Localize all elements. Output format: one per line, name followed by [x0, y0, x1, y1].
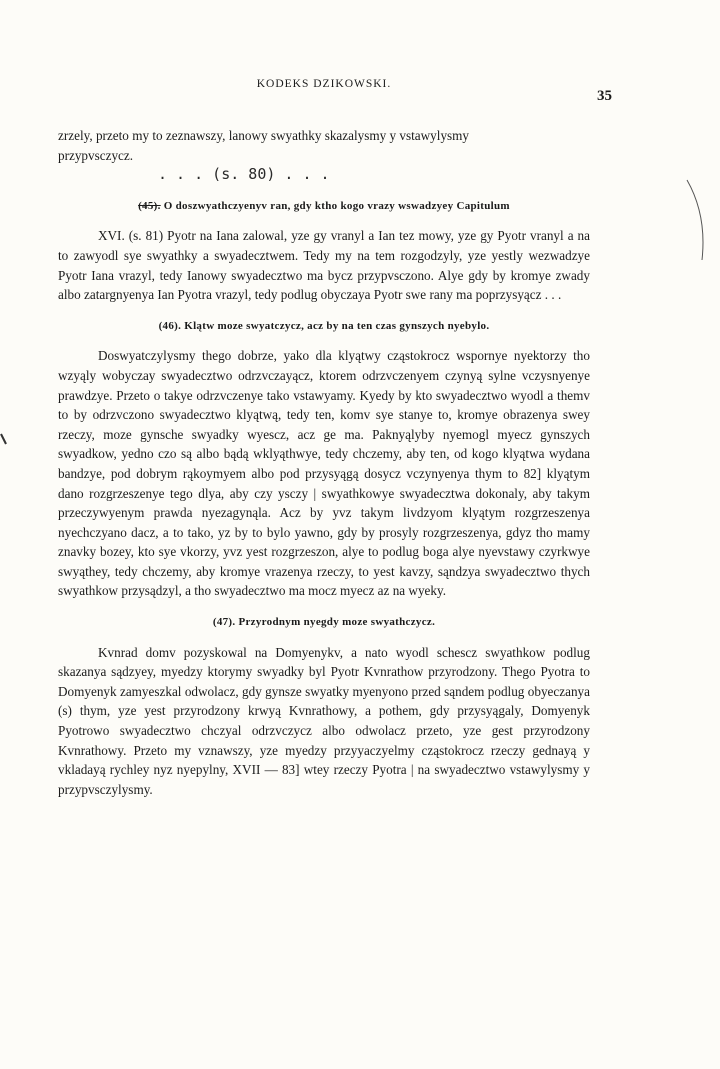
- left-margin-tick: [0, 432, 8, 446]
- section-47-heading: (47). Przyrodnym nyegdy moze swyathczycz.: [212, 616, 436, 629]
- intro-line-1: zrzely, przeto my to zeznawszy, lanowy swyathky skazalysmy y vstawylysmy: [58, 128, 470, 143]
- page-number: 35: [597, 88, 612, 104]
- intro-line-2: przypvsczycz.: [58, 147, 134, 163]
- margin-curve-mark: [682, 175, 712, 265]
- body-text: [58, 126, 590, 799]
- section-46-heading: (46). Klątw moze swyatczycz, acz by na ten czas gynszych nyebylo.: [158, 319, 490, 332]
- section-45-number: (45).: [138, 199, 161, 212]
- section-45-title: O doszwyathczyenyv ran, gdy ktho kogo vrazy wswadzyey Capitulum: [163, 199, 510, 212]
- section-45-heading: [58, 197, 590, 217]
- running-title: KODEKS DZIKOWSKI.: [256, 78, 392, 90]
- handwritten-note: . . . (s. 80) . . .: [158, 165, 330, 184]
- section-45-body: XVI. (s. 81) Pyotr na Iana zalowal, yze gy vranyl a Ian tez mowy, yze gy Pyotr vranyl a na to zawyodl sye swyathky a swyadecztwem. Tedy my na tem rozgodzyly, yze yestly wezwadzye Pyotr Iana vrazyl, tedy Ianowy swyadecztwo ma bycz przypvsczono. Alye gdy by kromye zwady albo zatargnyenya Ian Pyotra vrazyl, tedy podlug obyczaya Pyotr swe rany ma poprzysyącz . . .: [58, 228, 590, 303]
- section-47-body: Kvnrad domv pozyskowal na Domyenykv, a nato wyodl schescz swyathkow podlug skazanya sądzyey, myedzy ktorymy swyadky byl Pyotr Kvnrathow przyrodzony. Thego Pyotra to Domyenyk zamyeszkal odwolacz, gdy gynsze swyatky myenyono przed sąndem podlug obyeczanya (s) thym, yze yest przyrodzony krwyą Kvnrathowy, a pothem, gdy przysyągaly, Domyenyk Pyotrowo swyadecztwo chczyal odrzvczycz albo odwolacz przeto, yze gest przyrodzony Kvnrathowy. Przeto my vznawszy, yze myedzy przyyaczyelmy cząstokrocz rzeczy gednayą y vkladayą rychley nyz nyepylny, XVII — 83] wtey rzeczy Pyotra | na swyadecztwo vstawylysmy y przypvsczylysmy.: [58, 644, 590, 797]
- section-46-body: Doswyatczylysmy thego dobrze, yako dla klyątwy cząstokrocz wspornye nyektorzy tho wzyąly wobyczay swyadecztwo odrzvczayącz, ktorem odrzvczenyem czynyą sylne vczysnyenye prawdzye. Przeto o takye odrzvczenye tako vstawyamy. Kyedy by kto swyadecztwo wyodl a themv to by odrzvczono swyadecztwo klyątwą, tedy ten, komv sye stanye to, kromye obrazenya swey rzeczy, moze gynsche swyadky wyescz, acz ge ma. Paknyąlyby nyemogl myecz gynszych swyadkow, yedno czo są albo bądą wklyąthwye, tedy chczemy, aby ten, od kogo klyątwa wydana bandzye, pod dobrym rąkoymyem albo pod przysyągą dosycz vczynyenya thym to 82] klyątym dano rozgrzeszenye tego dlya, aby czy ysczy | swyathkowye swyadecztwa dokonaly, aby takym przeczywyenym prawda nyezagynąla. Acz by yvz takym livdzyom klyątym rozgrzeszenya nyechczyano dacz, a to tako, yz by to bylo yawno, gdy by prosyly rozgrzeszenya, gdyz tho mamy znavky bozey, kto sye vkorzy, yvz yest rozgrzeszon, alye to podlug boga alye nyevstawy czyrkwye swyąthey, tedy chczemy, aby kromye vrazenya rzeczy, to yest kavzy, sąndzya swyadecztwo thych swyathkow przysądzyl, a tho swyadecztwo ma mocz myecz az na wyeky.: [58, 348, 590, 599]
